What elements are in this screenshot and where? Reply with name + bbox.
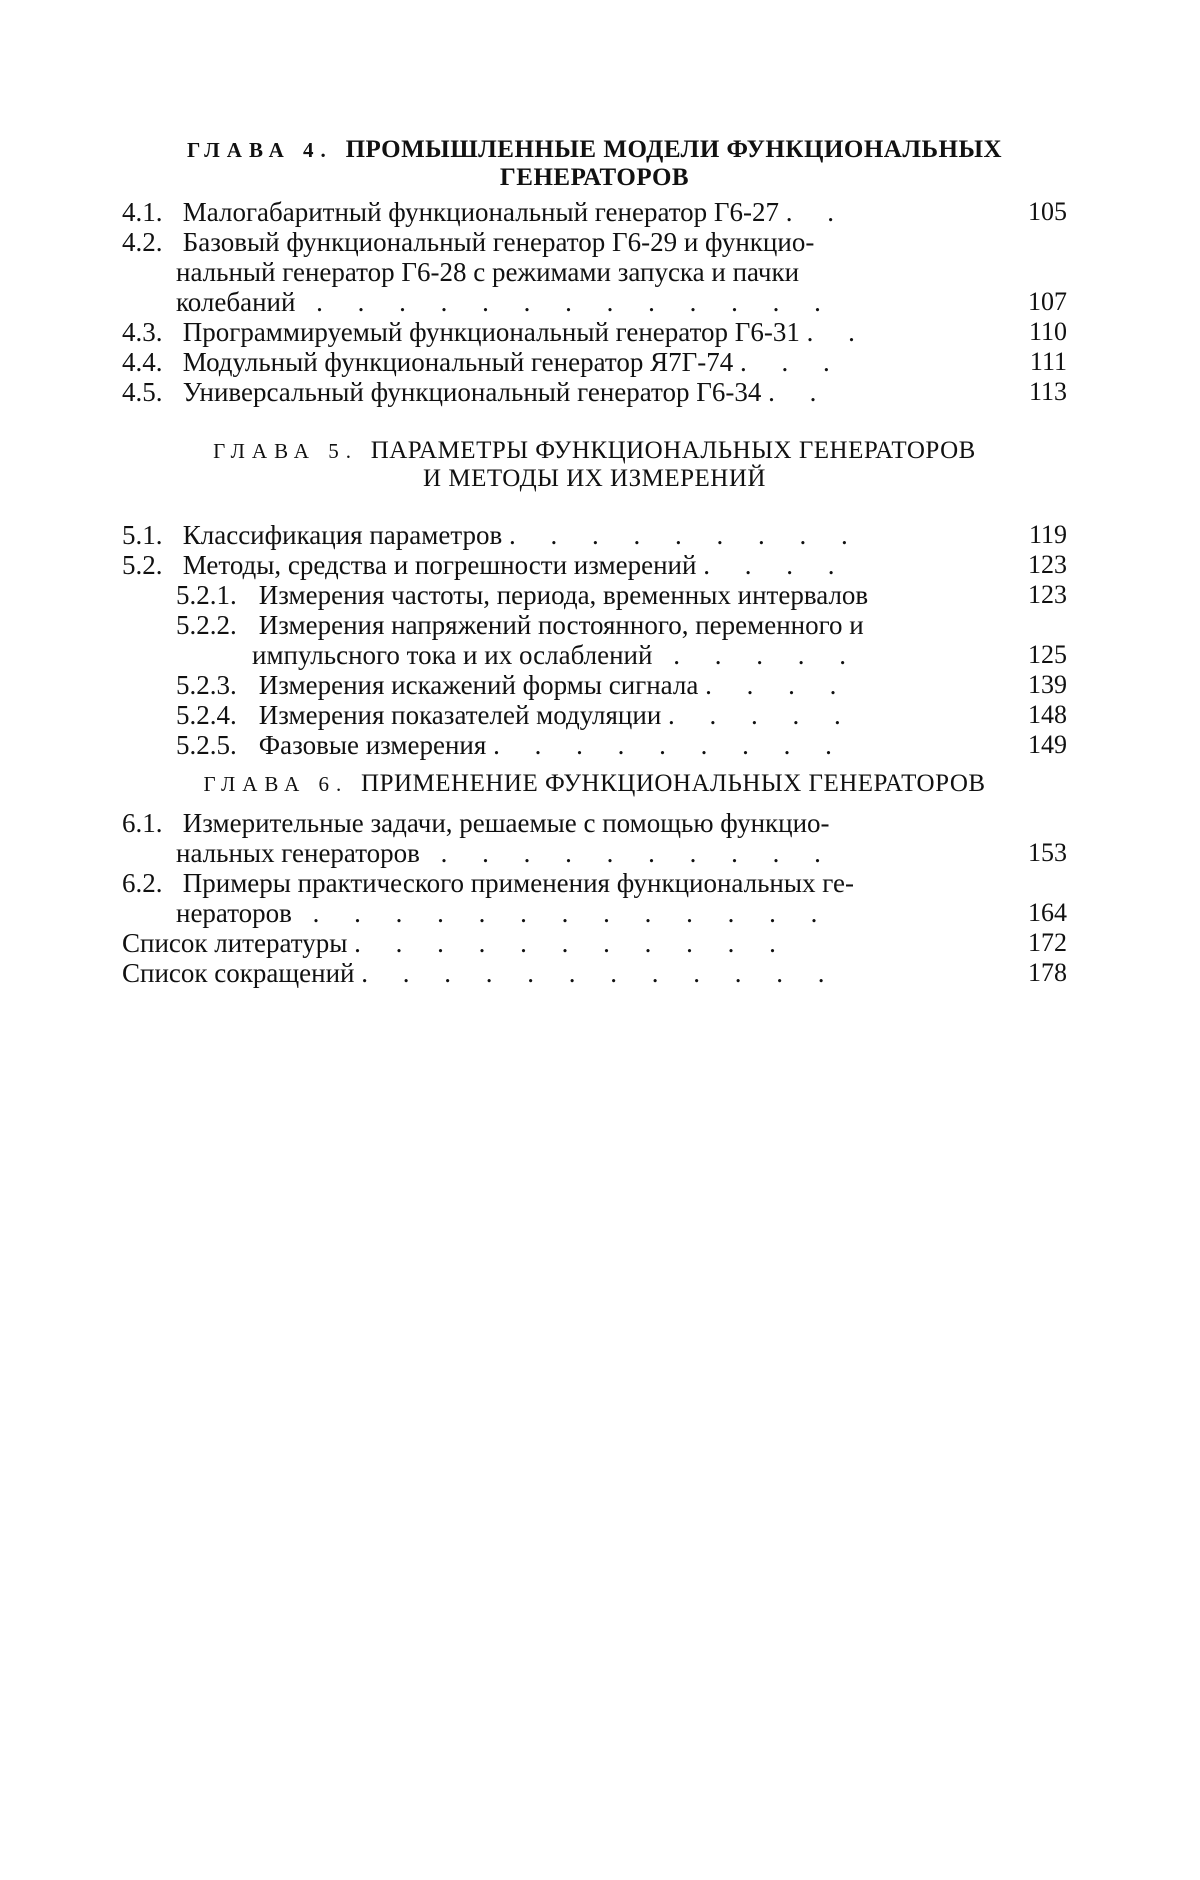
entry-number: 4.4. (122, 347, 163, 377)
entry-title: Базовый функциональный генератор Г6-29 и функцио- (182, 227, 815, 257)
entry-number: 5.2. (122, 550, 163, 580)
entry-title-cont: нераторов (176, 898, 292, 928)
entry-title: Измерительные задачи, решаемые с помощью функцио- (182, 808, 830, 838)
toc-entry-references (122, 928, 1067, 958)
chapter-label: ГЛАВА 5. (213, 439, 358, 463)
dot-leader: . . . (739, 347, 844, 377)
entry-page: 153 (1028, 838, 1067, 867)
entry-page: 113 (1028, 377, 1067, 406)
toc-entry-4-5 (122, 377, 1067, 407)
entry-page: 123 (1028, 550, 1067, 579)
entry-page: 111 (1029, 347, 1067, 376)
chapter-title-cont: ГЕНЕРАТОРОВ (499, 164, 690, 191)
entry-page: 123 (1028, 580, 1067, 609)
entry-title: Малогабаритный функциональный генератор Г6-27 (182, 197, 780, 227)
entry-title: Измерения показателей модуляции (258, 700, 662, 730)
entry-number: 5.1. (122, 520, 163, 550)
entry-title: Классификация параметров (182, 520, 503, 550)
entry-number: 4.5. (122, 377, 163, 407)
entry-number: 5.2.1. (176, 580, 237, 610)
entry-title: Модульный функциональный генератор Я7Г-74 (182, 347, 734, 377)
entry-page: 107 (1028, 287, 1067, 316)
entry-number: 5.2.2. (176, 610, 237, 640)
dot-leader: . . . . (703, 550, 849, 580)
entry-number: 4.3. (122, 317, 163, 347)
toc-entry-5-2-3 (122, 670, 1067, 700)
entry-title: Методы, средства и погрешности измерений (182, 550, 697, 580)
entry-title-cont: колебаний (176, 287, 296, 317)
dot-leader: . . . . . . . . . . (419, 838, 835, 868)
toc-entry-5-2-4 (122, 700, 1067, 730)
chapter-title-cont: И МЕТОДЫ ИХ ИЗМЕРЕНИЙ (423, 465, 766, 492)
entry-page: 178 (1028, 958, 1067, 987)
dot-leader: . . . . . (652, 640, 860, 670)
chapter-title: ПАРАМЕТРЫ ФУНКЦИОНАЛЬНЫХ ГЕНЕРАТОРОВ (370, 437, 976, 464)
dot-leader: . . (806, 317, 869, 347)
chapter-title: ПРОМЫШЛЕННЫЕ МОДЕЛИ ФУНКЦИОНАЛЬНЫХ (345, 136, 1003, 163)
entry-title: Программируемый функциональный генератор Г6-31 (182, 317, 800, 347)
entry-title: Фазовые измерения (258, 730, 487, 760)
chapter-label: ГЛАВА 4. (186, 138, 333, 162)
chapter-label: ГЛАВА 6. (203, 772, 349, 796)
entry-number: 6.2. (122, 868, 163, 898)
toc-entry-6-2 (122, 868, 1067, 928)
entry-page: 164 (1028, 898, 1067, 927)
toc-entry-5-2-1 (122, 580, 1067, 610)
entry-page: 105 (1028, 197, 1067, 226)
entry-number: 5.2.4. (176, 700, 237, 730)
entry-title-cont: импульсного тока и их ослаблений (252, 640, 653, 670)
entry-title: Список сокращений (122, 958, 355, 988)
entry-title: Измерения напряжений постоянного, переменного и (258, 610, 864, 640)
dot-leader: . . . . . . . . . . . . . (291, 898, 832, 928)
entry-page: 119 (1028, 520, 1067, 549)
dot-leader: . . . . . . . . . (493, 730, 846, 760)
entry-title: Список литературы (122, 928, 348, 958)
chapter-4-heading (122, 136, 1067, 191)
entry-number: 5.2.3. (176, 670, 237, 700)
toc-entry-abbreviations (122, 958, 1067, 988)
toc-entry-5-1 (122, 520, 1067, 550)
table-of-contents (122, 136, 1067, 988)
chapter-title: ПРИМЕНЕНИЕ ФУНКЦИОНАЛЬНЫХ ГЕНЕРАТОРОВ (361, 770, 986, 797)
entry-title: Универсальный функциональный генератор Г6-34 (182, 377, 762, 407)
entry-number: 4.2. (122, 227, 163, 257)
dot-leader: . . . . . . . . . . . . . (295, 287, 835, 317)
entry-title: Примеры практического применения функциональных ге- (182, 868, 854, 898)
dot-leader: . . (785, 197, 849, 227)
entry-title: Измерения искажений формы сигнала (258, 670, 699, 700)
toc-entry-4-3 (122, 317, 1067, 347)
entry-page: 172 (1028, 928, 1067, 957)
chapter-6-heading (122, 770, 1067, 798)
entry-page: 149 (1028, 730, 1067, 759)
dot-leader: . . (768, 377, 831, 407)
entry-title-cont: нальный генератор Г6-28 с режимами запуска и пачки (176, 257, 800, 287)
entry-number: 6.1. (122, 808, 163, 838)
dot-leader: . . . . . . . . . . . . (361, 958, 839, 988)
entry-page: 148 (1028, 700, 1067, 729)
entry-page: 110 (1028, 317, 1067, 346)
toc-entry-4-1 (122, 197, 1067, 227)
entry-number: 4.1. (122, 197, 163, 227)
toc-entry-6-1 (122, 808, 1067, 868)
dot-leader: . . . . . . . . . . . (354, 928, 790, 958)
toc-entry-5-2-5 (122, 730, 1067, 760)
toc-entry-4-2 (122, 227, 1067, 317)
dot-leader: . . . . . (668, 700, 855, 730)
toc-entry-5-2-2 (122, 610, 1067, 670)
entry-number: 5.2.5. (176, 730, 237, 760)
entry-title: Измерения частоты, периода, временных интервалов (258, 580, 869, 610)
toc-entry-4-4 (122, 347, 1067, 377)
dot-leader: . . . . (705, 670, 851, 700)
entry-title-cont: нальных генераторов (176, 838, 420, 868)
entry-page: 125 (1028, 640, 1067, 669)
dot-leader: . . . . . . . . . (508, 520, 862, 550)
entry-page: 139 (1028, 670, 1067, 699)
toc-entry-5-2 (122, 550, 1067, 580)
chapter-5-heading (122, 437, 1067, 492)
